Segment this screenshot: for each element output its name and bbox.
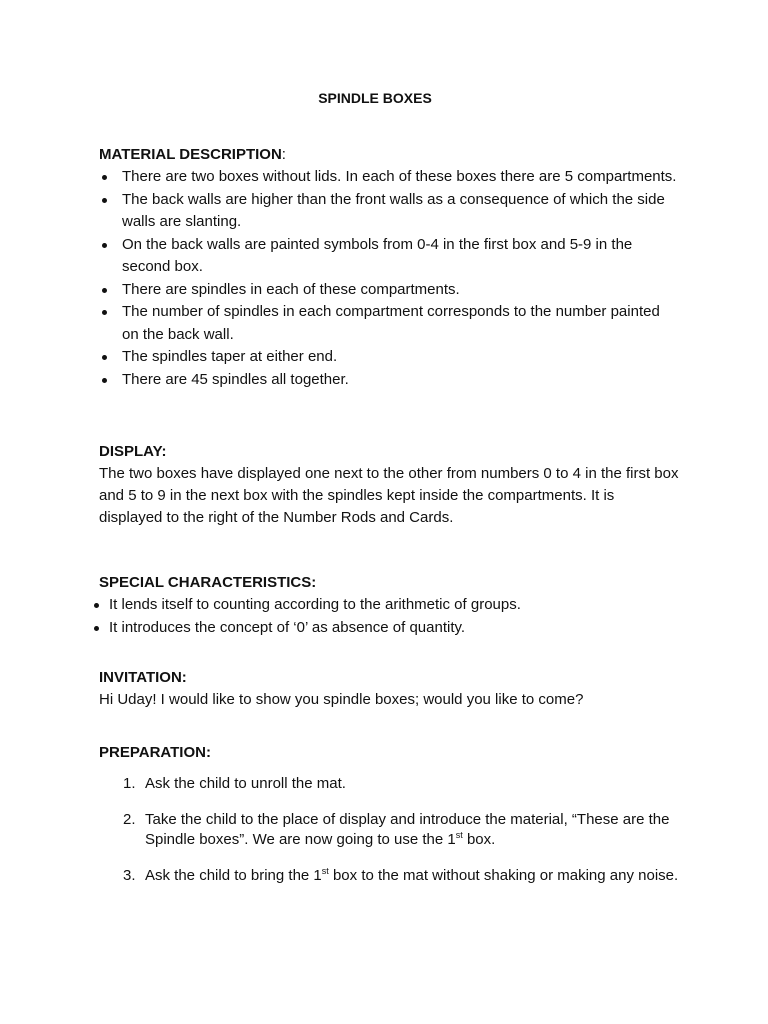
invitation-text: Hi Uday! I would like to show you spindle boxes; would you like to come? (99, 691, 584, 708)
material-description-section (99, 144, 679, 391)
list-item: The number of spindles in each compartment corresponds to the number painted on the back wall. (99, 301, 679, 346)
list-item: It lends itself to counting according to the arithmetic of groups. (99, 594, 679, 617)
list-item: There are spindles in each of these compartments. (99, 279, 679, 302)
list-item: It introduces the concept of ‘0’ as absence of quantity. (99, 617, 679, 640)
step-text-end: box. (462, 831, 496, 848)
list-item: There are two boxes without lids. In each of these boxes there are 5 compartments. (99, 166, 679, 189)
display-text: The two boxes have displayed one next to the other from numbers 0 to 4 in the first box and 5 to 9 in the next box with the spindles kept inside the compartments. It is displayed to the right of the Number Rods and Cards. (99, 465, 679, 526)
invitation-heading: INVITATION: (99, 669, 187, 686)
special-characteristics-list (99, 594, 679, 639)
step-text: Ask the child to unroll the mat. (145, 775, 346, 792)
step-number: 3. (123, 867, 136, 884)
step-number: 1. (123, 775, 136, 792)
list-item: On the back walls are painted symbols from 0-4 in the first box and 5-9 in the second box. (99, 234, 679, 279)
ordinal-suffix: st (455, 830, 463, 840)
list-item (99, 866, 679, 886)
list-item: The spindles taper at either end. (99, 346, 679, 369)
preparation-section (99, 742, 679, 902)
material-description-heading (99, 144, 679, 166)
step-text: Ask the child to bring the 1 (145, 867, 322, 884)
ordinal-suffix: st (321, 866, 329, 876)
material-heading-colon: : (281, 146, 286, 163)
preparation-steps (99, 774, 679, 886)
material-heading-text: MATERIAL DESCRIPTION (99, 146, 282, 163)
list-item: There are 45 spindles all together. (99, 369, 679, 392)
list-item (99, 810, 679, 850)
display-heading: DISPLAY: (99, 443, 167, 460)
invitation-section (99, 667, 679, 711)
material-list (99, 166, 679, 391)
document-title: SPINDLE BOXES (318, 90, 432, 106)
special-characteristics-heading: SPECIAL CHARACTERISTICS: (99, 574, 317, 591)
step-text-end: box to the mat without shaking or making any noise. (328, 867, 679, 884)
step-number: 2. (123, 811, 136, 828)
preparation-heading: PREPARATION: (99, 744, 211, 761)
step-text: Take the child to the place of display and introduce the material, “These are the Spindle boxes”. We are now going to use the 1 (145, 811, 670, 848)
list-item: The back walls are higher than the front walls as a consequence of which the side walls are slanting. (99, 189, 679, 234)
list-item (99, 774, 679, 794)
special-characteristics-section (99, 572, 679, 639)
display-section (99, 441, 679, 529)
